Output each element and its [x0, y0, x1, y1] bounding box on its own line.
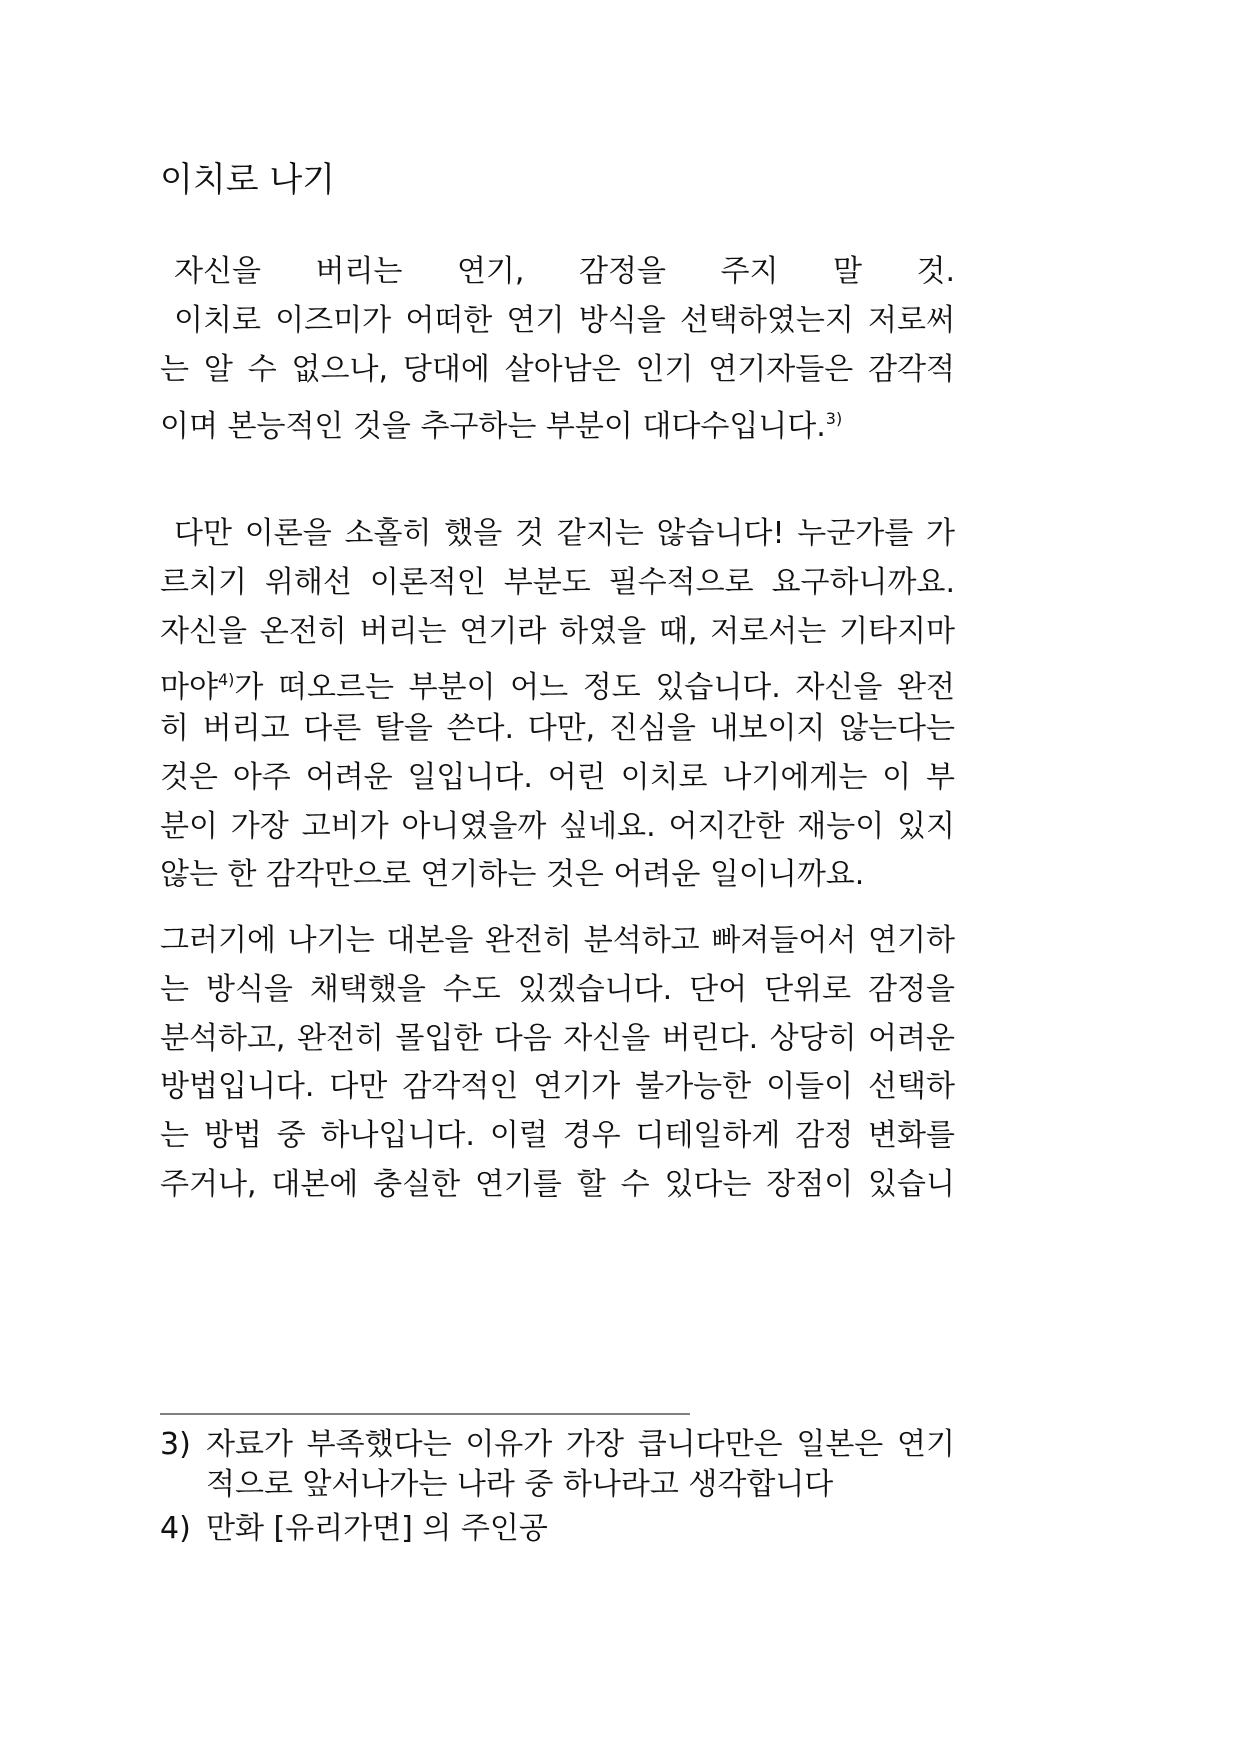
- line-text: 이며 본능적인 것을 추구하는 부분이 대다수입니다.: [160, 409, 826, 444]
- footnote-separator: [160, 1413, 690, 1415]
- footnote-text: 만화 [유리가면] 의 주인공: [206, 1511, 548, 1546]
- footnote-text: 자료가 부족했다는 이유가 가장 큽니다만은 일본은 연기: [206, 1427, 955, 1462]
- paragraph-line: 다만 이론을 소홀히 했을 것 같지는 않습니다! 누군가를 가: [174, 516, 955, 551]
- footnote-3-continuation: 적으로 앞서나가는 나라 중 하나라고 생각합니다: [206, 1467, 834, 1502]
- paragraph-line: [160, 399, 955, 444]
- paragraph-line: 는 방식을 채택했을 수도 있겠습니다. 단어 단위로 감정을: [160, 972, 955, 1007]
- footnote-3: [160, 1425, 955, 1465]
- paragraph-line: 분석하고, 완전히 몰입한 다음 자신을 버린다. 상당히 어려운: [160, 1021, 955, 1056]
- footnote-ref-3[interactable]: 3): [825, 409, 843, 428]
- section-title: 이치로 나기: [160, 160, 336, 200]
- paragraph-line: 이치로 이즈미가 어떠한 연기 방식을 선택하였는지 저로써: [174, 303, 955, 338]
- paragraph-line: 히 버리고 다른 탈을 쓴다. 다만, 진심을 내보이지 않는다는: [160, 711, 955, 746]
- footnote-number: 3): [160, 1427, 191, 1462]
- paragraph-line: [160, 660, 955, 705]
- paragraph-line: 는 방법 중 하나입니다. 이럴 경우 디테일하게 감정 변화를: [160, 1118, 955, 1153]
- paragraph-line: 않는 한 감각만으로 연기하는 것은 어려운 일이니까요.: [160, 857, 865, 892]
- footnote-ref-4[interactable]: 4): [217, 670, 235, 689]
- paragraph-line: 것은 아주 어려운 일입니다. 어린 이치로 나기에게는 이 부: [160, 760, 955, 795]
- line-text: 마야: [160, 670, 218, 705]
- paragraph-line: 그러기에 나기는 대본을 완전히 분석하고 빠져들어서 연기하: [160, 923, 955, 958]
- footnote-number: 4): [160, 1511, 191, 1546]
- line-text: 가 떠오르는 부분이 어느 정도 있습니다. 자신을 완전: [234, 670, 955, 705]
- paragraph-line: 자신을 버리는 연기, 감정을 주지 말 것.: [174, 254, 955, 289]
- paragraph-line: 자신을 온전히 버리는 연기라 하였을 때, 저로서는 기타지마: [160, 614, 955, 649]
- paragraph-line: 분이 가장 고비가 아니였을까 싶네요. 어지간한 재능이 있지: [160, 809, 955, 844]
- paragraph-line: 는 알 수 없으나, 당대에 살아남은 인기 연기자들은 감각적: [160, 352, 955, 387]
- paragraph-line: 르치기 위해선 이론적인 부분도 필수적으로 요구하니까요.: [160, 565, 955, 600]
- paragraph-line: 방법입니다. 다만 감각적인 연기가 불가능한 이들이 선택하: [160, 1069, 955, 1104]
- paragraph-line: 주거나, 대본에 충실한 연기를 할 수 있다는 장점이 있습니: [160, 1167, 955, 1202]
- footnote-4: [160, 1509, 548, 1549]
